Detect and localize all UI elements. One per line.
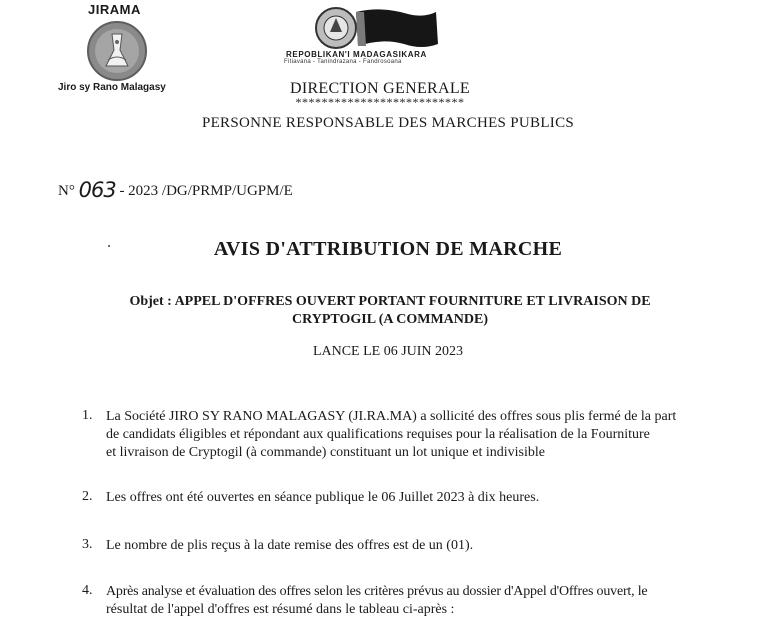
item-line: La Société JIRO SY RANO MALAGASY (JI.RA.MA) a sollicité des offres sous plis fermé de la part: [106, 409, 677, 424]
item-number: 1.: [82, 408, 93, 423]
reference-suffix: - 2023 /DG/PRMP/UGPM/E: [119, 183, 293, 199]
org-caption: Jiro sy Rano Malagasy: [58, 82, 166, 93]
org-name: JIRAMA: [88, 2, 141, 17]
objet-label: Objet :: [129, 294, 172, 309]
objet-text: APPEL D'OFFRES OUVERT PORTANT FOURNITURE ET LIVRAISON DE CRYPTOGIL (A COMMANDE): [174, 294, 651, 327]
objet-block: [100, 293, 680, 329]
reference-number: [58, 176, 293, 200]
list-item: [106, 537, 736, 555]
republic-seal-icon: [312, 2, 442, 52]
notice-title: AVIS D'ATTRIBUTION DE MARCHE: [213, 238, 563, 260]
item-number: 2.: [82, 489, 93, 504]
item-line: Les offres ont été ouvertes en séance publique le 06 Juillet 2023 à dix heures.: [106, 490, 540, 505]
list-item: [106, 583, 746, 619]
star-divider: **************************: [295, 95, 465, 109]
item-line: résultat de l'appel d'offres est résumé dans le tableau ci-après :: [106, 602, 455, 617]
reference-prefix: N°: [58, 183, 75, 199]
list-item: [106, 408, 736, 462]
item-number: 4.: [82, 583, 93, 598]
republic-motto: Fitiavana - Tanindrazana - Fandrosoana: [284, 59, 402, 65]
item-number: 3.: [82, 537, 93, 552]
list-item: [106, 489, 736, 507]
item-line: de candidats éligibles et répondant aux qualifications requises pour la réalisation de la Fourniture: [106, 427, 650, 442]
item-line: Le nombre de plis reçus à la date remise des offres est de un (01).: [106, 538, 474, 553]
department-heading: PERSONNE RESPONSABLE DES MARCHES PUBLICS: [201, 115, 575, 131]
item-line: et livraison de Cryptogil (à commande) constituant un lot unique et indivisible: [106, 445, 545, 460]
direction-heading: DIRECTION GENERALE: [289, 80, 471, 97]
jirama-logo-icon: [82, 20, 152, 82]
handwritten-number: 063: [78, 178, 116, 202]
republic-name: REPOBLIKAN'I MADAGASIKARA: [286, 50, 427, 59]
launch-date: LANCE LE 06 JUIN 2023: [312, 344, 464, 359]
item-line: Après analyse et évaluation des offres selon les critères prévus au dossier d'Appel d'Offres ouvert, le: [106, 584, 648, 599]
